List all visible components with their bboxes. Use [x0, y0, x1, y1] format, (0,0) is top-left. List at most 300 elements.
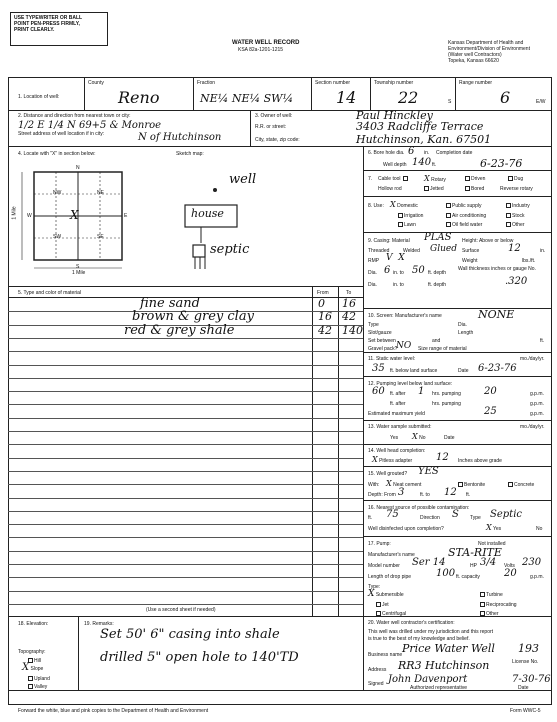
grid-one-mile-horizontal: 1 Mile — [72, 270, 86, 276]
table-rule — [8, 537, 363, 538]
topo-upland[interactable] — [28, 676, 50, 682]
pump-not-installed: Not installed — [478, 541, 506, 547]
pumping-row1-gpm: 20 — [484, 386, 497, 397]
elevation-label: 18. Elevation: — [18, 621, 49, 627]
cert-signed-label: Signed — [368, 681, 384, 687]
static-value: 35 — [372, 363, 385, 374]
cert-license-label: License No. — [512, 659, 539, 665]
use-stock[interactable] — [506, 213, 525, 219]
pump-other-label: Other — [486, 611, 499, 617]
contamination-ft-value: 75 — [386, 509, 399, 520]
head-value: 12 — [436, 452, 449, 463]
table-rule — [8, 564, 363, 565]
grout-ft: ft. — [466, 492, 471, 498]
township-label: Township number — [374, 80, 414, 86]
grout-bentonite-label: Bentonite — [464, 482, 486, 488]
owner-label: 3. Owner of well: — [255, 113, 293, 119]
table-rule — [8, 511, 363, 512]
head-label: 14. Well head completion: — [368, 448, 426, 454]
cert-business-label: Business name — [368, 652, 403, 658]
casing-surface-value: 12 — [508, 243, 521, 254]
county-label: County — [88, 80, 104, 86]
static-date-format: mo./day/yr. — [520, 356, 545, 362]
drill-rotary-check-icon: X — [424, 174, 430, 183]
locate-label: 4. Locate with "X" in section below: — [18, 151, 96, 157]
pump-drop-value: 100 — [436, 568, 456, 579]
use-domestic[interactable] — [390, 202, 418, 209]
use-stock-label: Stock — [512, 213, 525, 219]
distance-line-1: 1/2 E 1/4 N 69+5 & Monroe — [18, 120, 162, 131]
range-value: 6 — [500, 88, 511, 107]
pump-type-label: Type: — [368, 584, 381, 590]
cert-authorized: Authorized representative — [410, 685, 467, 691]
drilling-label: 7. — [368, 176, 373, 182]
drill-bored-checkbox[interactable] — [465, 186, 470, 191]
casing-weight-unit: lbs./ft. — [522, 258, 536, 264]
pump-capacity-value: 20 — [504, 568, 517, 579]
disinfected-yes-check-icon: X — [486, 523, 492, 532]
grout-bentonite-checkbox[interactable] — [458, 482, 463, 487]
owner-street: 3403 Radcliffe Terrace — [356, 120, 484, 133]
cert-label: 20. Water well contractor's certification: — [368, 620, 455, 626]
table-rule — [8, 365, 363, 366]
sample-no-check-icon: X — [412, 432, 418, 441]
casing-material: PLAS — [424, 232, 452, 243]
topo-slope-check-icon: X — [22, 662, 30, 673]
sketch-map-label: Sketch map: — [176, 151, 204, 157]
use-industry-checkbox[interactable] — [506, 203, 511, 208]
fraction-value: NE¼ NE¼ SW¼ — [200, 92, 294, 105]
drill-driven[interactable] — [465, 176, 485, 182]
contamination-label: 16. Nearest source of possible contamination: — [368, 505, 470, 511]
grid-w: W — [27, 213, 32, 219]
material-cell: red & grey shale — [124, 322, 235, 338]
form-ksa: KSA 82a-1201-1215 — [238, 47, 284, 53]
drill-bored-label: Bored — [471, 186, 485, 192]
disinfected-yes[interactable] — [486, 525, 501, 532]
drill-dug-checkbox[interactable] — [508, 176, 513, 181]
table-rule — [8, 551, 363, 552]
table-rule — [8, 391, 363, 392]
casing-threaded: Threaded — [368, 248, 390, 254]
pump-centrifugal-label: Centrifugal — [382, 611, 407, 617]
notice-line-1: USE TYPEWRITER OR BALL — [14, 15, 83, 21]
gravel-label: Gravel pack? — [368, 346, 398, 352]
casing-depth-label: ft. depth — [428, 270, 447, 276]
grout-concrete-label: Concrete — [514, 482, 535, 488]
drill-hollow-rod-label: Hollow rod — [378, 186, 402, 192]
sample-no[interactable] — [412, 434, 426, 441]
material-cell: fine sand — [140, 296, 200, 311]
screen-length: Length — [458, 330, 474, 336]
casing-dia2-to: in. to — [393, 282, 404, 288]
range-label: Range number — [459, 80, 493, 86]
use-irrigation[interactable] — [398, 213, 423, 219]
bore-dia-unit: in. — [424, 150, 430, 156]
pump-jet-label: Jet — [382, 602, 389, 608]
table-rule — [8, 471, 363, 472]
use-irrigation-checkbox[interactable] — [398, 213, 403, 218]
to-cell: 140 — [342, 323, 363, 337]
table-rule — [8, 351, 363, 352]
agency-block — [448, 40, 530, 64]
sample-date-format: mo./day/yr. — [520, 424, 545, 430]
grid-n: N — [76, 165, 80, 171]
sample-yes[interactable] — [390, 435, 398, 441]
pumping-label: 12. Pumping level below land surface: — [368, 381, 453, 387]
pumping-row1-hrs-label: hrs. pumping — [432, 391, 461, 397]
use-stock-checkbox[interactable] — [506, 213, 511, 218]
yield-label: Estimated maximum yield — [368, 411, 425, 417]
grid-one-mile-vertical: 1 Mile — [11, 206, 18, 220]
sketch-well-label: well — [229, 172, 257, 187]
county-value: Reno — [118, 88, 160, 107]
contamination-direction-label: Direction — [420, 515, 440, 521]
casing-thickness-label: Wall thickness inches or gauge No. — [458, 266, 536, 272]
casing-rmp: RMP — [368, 258, 380, 264]
notice-line-3: PRINT CLEARLY. — [14, 27, 55, 33]
pump-volts-label: Volts — [504, 563, 515, 569]
to-label: To — [346, 290, 352, 296]
well-depth-value: 140 — [412, 157, 432, 168]
screen-type: Type — [368, 322, 379, 328]
pump-hp-value: 3/4 — [480, 557, 497, 568]
static-label: 11. Static water level: — [368, 356, 416, 362]
grid-sw: SW — [53, 234, 62, 240]
screen-ft: ft. — [540, 338, 545, 344]
table-rule — [8, 498, 363, 499]
cert-text-2: is true to the best of my knowledge and belief. — [368, 636, 470, 642]
topo-upland-checkbox[interactable] — [28, 676, 33, 681]
to-cell: 16 — [342, 297, 356, 310]
completion-value: 6-23-76 — [480, 157, 523, 170]
pump-hp-label: HP — [470, 563, 477, 569]
sample-yes-label: Yes — [390, 435, 399, 441]
pump-jet-checkbox[interactable] — [376, 602, 381, 607]
table-rule — [8, 404, 363, 405]
table-rule — [8, 418, 363, 419]
material-cell: brown & grey clay — [132, 309, 254, 325]
screen-slot: Slot/gauze — [368, 330, 392, 336]
well-location-mark: X — [70, 208, 79, 222]
use-other-label: Other — [512, 222, 525, 228]
form-title: WATER WELL RECORD — [232, 40, 300, 46]
footer-instructions: Forward the white, blue and pink copies to the Department of Health and Environment — [18, 708, 209, 714]
well-depth-label: Well depth — [383, 162, 407, 168]
use-oil-field-label: Oil field water — [452, 222, 483, 228]
pump-drop-unit: ft. capacity — [456, 574, 480, 580]
drill-jetted-checkbox[interactable] — [424, 186, 429, 191]
section-grid — [11, 160, 144, 278]
grout-neat-check-icon: X — [386, 479, 392, 488]
township-dir: S — [448, 99, 452, 105]
cert-text-1: This well was drilled under my jurisdiction and this report — [368, 629, 494, 635]
use-industry-label: Industry — [512, 203, 530, 209]
agency-line-2: Environment/Division of Environment — [448, 46, 530, 52]
owner-city-label: City, state, zip code: — [255, 137, 300, 143]
screen-dia: Dia. — [458, 322, 467, 328]
use-public-supply[interactable] — [446, 203, 481, 209]
section-value: 14 — [336, 88, 357, 107]
use-domestic-label: Domestic — [397, 203, 418, 209]
pump-volts-value: 230 — [522, 557, 542, 568]
well-depth-unit: ft. — [432, 162, 437, 168]
drill-bored[interactable] — [465, 186, 484, 192]
use-lawn[interactable] — [398, 222, 416, 228]
agency-line-3: (Water well Contractors) — [448, 52, 502, 58]
use-label: 8. Use: — [368, 203, 384, 209]
pump-reciprocating-label: Reciprocating — [486, 602, 517, 608]
table-rule — [8, 577, 363, 578]
drill-hollow-rod[interactable] — [378, 186, 402, 192]
use-air-conditioning-checkbox[interactable] — [446, 213, 451, 218]
location-label: 1. Location of well: — [18, 94, 60, 100]
contamination-type-label: Type — [470, 515, 481, 521]
cert-address-value: RR3 Hutchinson — [398, 659, 490, 672]
owner-name: Paul Hinckley — [356, 109, 433, 122]
to-cell: 42 — [342, 310, 356, 324]
disinfected-label: Well disinfected upon completion? — [368, 526, 444, 532]
casing-welded: Welded — [403, 248, 420, 254]
grouted-value: YES — [418, 466, 439, 477]
topo-valley-checkbox[interactable] — [28, 684, 33, 689]
use-lawn-checkbox[interactable] — [398, 222, 403, 227]
agency-line-1: Kansas Department of Health and — [448, 40, 524, 46]
pump-model-label: Model number — [368, 563, 400, 569]
pumping-row2-hrs-label: hrs. pumping — [432, 401, 461, 407]
pumping-row1-hrs: 1 — [418, 386, 425, 397]
use-oil-field[interactable] — [446, 222, 482, 228]
pumping-row2-gpm-label: g.p.m. — [530, 401, 544, 407]
from-cell: 42 — [318, 323, 332, 337]
casing-thickness-value: .320 — [505, 276, 528, 287]
pump-turbine-checkbox[interactable] — [480, 592, 485, 597]
cert-date-label: Date — [518, 685, 529, 691]
table-rule — [8, 591, 363, 592]
contamination-direction-value: S — [452, 509, 459, 520]
table-rule — [8, 484, 363, 485]
grouted-label: 15. Well grouted? — [368, 471, 408, 477]
from-label: From — [317, 290, 329, 296]
gravel-value: NO — [396, 341, 412, 351]
table-rule — [8, 338, 363, 339]
drill-dug-label: Dug — [514, 176, 524, 182]
material-label: 5. Type and color of material — [18, 290, 81, 296]
use-industry[interactable] — [506, 203, 530, 209]
table-rule — [8, 604, 363, 605]
pump-submersible-label: Submersible — [375, 592, 404, 598]
cert-address-label: Address — [368, 667, 387, 673]
casing-dia-to: in. to — [393, 270, 404, 276]
cert-license-value: 193 — [518, 642, 539, 655]
drill-cable-tool[interactable] — [378, 176, 409, 182]
pump-model-value: Ser 14 — [412, 557, 446, 568]
owner-street-label: R.R. or street: — [255, 124, 287, 130]
topography-label: Topography: — [18, 649, 46, 655]
footer-form-number: Form WWC-5 — [510, 708, 541, 714]
disinfected-no[interactable]: No — [536, 526, 543, 532]
table-rule — [8, 524, 363, 525]
pumping-row2-after: ft. after — [390, 401, 406, 407]
drill-driven-checkbox[interactable] — [465, 176, 470, 181]
casing-rmp-mark: V X — [386, 253, 405, 263]
topo-slope[interactable] — [22, 662, 44, 673]
drill-reverse-rotary[interactable] — [500, 186, 533, 192]
pump-type-reciprocating[interactable] — [480, 602, 517, 608]
static-date-label: Date — [458, 368, 469, 374]
use-domestic-check-icon: X — [390, 200, 396, 209]
grout-bentonite[interactable] — [458, 482, 485, 488]
use-oil-field-checkbox[interactable] — [446, 222, 451, 227]
topo-valley-label: Valley — [34, 684, 48, 690]
drill-dug[interactable] — [508, 176, 523, 182]
topo-hill-label: Hill — [34, 658, 41, 664]
topo-slope-label: Slope — [30, 666, 44, 672]
notice-box — [10, 12, 108, 46]
cert-business-value: Price Water Well — [402, 642, 495, 655]
screen-set-between: Set between — [368, 338, 396, 344]
head-pitless[interactable] — [372, 457, 412, 464]
sketch-house-label: house — [191, 207, 224, 220]
casing-weight-label: Weight — [462, 258, 478, 264]
section-label: Section number — [315, 80, 351, 86]
pumping-row1-after: ft. after — [390, 391, 406, 397]
pump-type-jet[interactable] — [376, 602, 389, 608]
grid-nw: NW — [53, 190, 62, 196]
street-address-label: Street address of well location if in city: — [18, 131, 105, 137]
material-footer: (Use a second sheet if needed) — [146, 607, 216, 613]
township-value: 22 — [398, 88, 419, 107]
pump-drop-label: Length of drop pipe — [368, 574, 412, 580]
grout-concrete[interactable] — [508, 482, 534, 488]
grid-se: SE — [97, 234, 104, 240]
cert-signed-date: 7-30-76 — [512, 674, 551, 685]
casing-depth-value: 50 — [412, 265, 425, 276]
casing-glued: Glued — [430, 244, 457, 254]
grout-concrete-checkbox[interactable] — [508, 482, 513, 487]
casing-surface-label: Surface — [462, 248, 480, 254]
grout-neat-label: Neat cement — [393, 482, 422, 488]
use-other-checkbox[interactable] — [506, 222, 511, 227]
table-rule — [8, 458, 363, 459]
screen-value: NONE — [478, 308, 515, 321]
sketch-septic-label: septic — [210, 242, 250, 257]
grout-from-value: 3 — [398, 487, 405, 498]
use-air-conditioning[interactable] — [446, 213, 486, 219]
drill-cable-tool-checkbox[interactable] — [403, 176, 408, 181]
contamination-ft-label: ft. — [368, 515, 373, 521]
use-air-conditioning-label: Air conditioning — [452, 213, 487, 219]
grid-ne: NE — [97, 190, 104, 196]
fraction-label: Fraction — [197, 80, 216, 86]
sketch-drawing — [175, 185, 285, 295]
casing-dia2-depth: ft. depth — [428, 282, 447, 288]
grout-depth-label: Depth: From — [368, 492, 396, 498]
notice-line-2: POINT PEN-PRESS FIRMLY, — [14, 21, 80, 27]
table-rule — [8, 378, 363, 379]
sample-no-label: No — [419, 435, 426, 441]
drill-jetted-label: Jetted — [430, 186, 444, 192]
topo-upland-label: Upland — [34, 676, 50, 682]
grid-s: S — [76, 264, 80, 270]
static-unit: ft. below land surface — [390, 368, 438, 374]
remarks-line-2: drilled 5" open hole to 140'TD — [100, 650, 299, 665]
drill-jetted[interactable] — [424, 186, 444, 192]
drill-reverse-rotary-label: Reverse rotary — [500, 186, 533, 192]
use-lawn-label: Lawn — [404, 222, 416, 228]
casing-dia-value: 6 — [384, 265, 391, 276]
casing-height-label: Height: Above or below — [462, 238, 514, 244]
drill-driven-label: Driven — [471, 176, 486, 182]
remarks-label: 19. Remarks: — [84, 621, 114, 627]
use-public-supply-checkbox[interactable] — [446, 203, 451, 208]
yield-value: 25 — [484, 406, 497, 417]
owner-city: Hutchinson, Kan. 67501 — [356, 133, 492, 146]
contamination-type-value: Septic — [490, 509, 522, 520]
use-irrigation-label: Irrigation — [404, 213, 424, 219]
topo-valley[interactable] — [28, 684, 47, 690]
casing-label: 9. Casing: Material — [368, 238, 410, 244]
use-other[interactable] — [506, 222, 525, 228]
sample-label: 13. Water sample submitted: — [368, 424, 432, 430]
pump-submersible-check-icon: X — [368, 589, 375, 599]
grout-to-value: 12 — [444, 487, 457, 498]
bore-dia-value: 6 — [408, 146, 415, 157]
distance-label: 2. Distance and direction from nearest town or city: — [18, 113, 131, 119]
drill-rotary-label: Rotary — [431, 177, 446, 183]
head-above-label: Inches above grade — [458, 458, 502, 464]
casing-dia-label: Dia. — [368, 270, 377, 276]
pump-manufacturer-value: STA-RITE — [448, 546, 502, 559]
table-rule — [8, 431, 363, 432]
completion-label: Completion date — [436, 150, 473, 156]
pump-label: 17. Pump: — [368, 541, 391, 547]
grid-e: E — [124, 213, 128, 219]
gravel-size: Size range of material — [418, 346, 467, 352]
pump-manufacturer-label: Manufacturer's name — [368, 552, 415, 558]
casing-dia2-label: Dia. — [368, 282, 377, 288]
use-public-supply-label: Public supply — [452, 203, 482, 209]
static-date-value: 6-23-76 — [478, 363, 517, 374]
head-pitless-label: Pitless adapter — [379, 458, 413, 464]
pump-capacity-unit: g.p.m. — [530, 574, 544, 580]
pump-type-turbine[interactable] — [480, 592, 503, 598]
disinfected-yes-label: Yes — [493, 526, 502, 532]
sample-date-label: Date — [444, 435, 455, 441]
agency-line-4: Topeka, Kansas 66620 — [448, 58, 499, 64]
table-rule — [8, 444, 363, 445]
from-cell: 0 — [318, 297, 325, 310]
pump-turbine-label: Turbine — [486, 592, 503, 598]
head-pitless-check-icon: X — [372, 455, 378, 464]
range-dir: E/W — [536, 99, 546, 105]
pumping-row1-gpm-label: g.p.m. — [530, 391, 544, 397]
drill-rotary[interactable] — [424, 176, 446, 183]
screen-label: 10. Screen: Manufacturer's name — [368, 313, 442, 319]
grout-with: With: — [368, 482, 380, 488]
distance-line-2: N of Hutchinson — [138, 132, 222, 143]
grout-to-label: ft. to — [420, 492, 430, 498]
topo-hill[interactable] — [28, 658, 41, 664]
yield-unit: g.p.m. — [530, 411, 544, 417]
cert-signature: John Davenport — [388, 674, 468, 685]
from-cell: 16 — [318, 310, 332, 324]
pump-reciprocating-checkbox[interactable] — [480, 602, 485, 607]
pump-type-submersible[interactable] — [368, 591, 404, 598]
screen-and: and — [432, 338, 441, 344]
casing-in-label: in. — [540, 248, 546, 254]
bore-dia-label: 6. Bore hole dia. — [368, 150, 405, 156]
